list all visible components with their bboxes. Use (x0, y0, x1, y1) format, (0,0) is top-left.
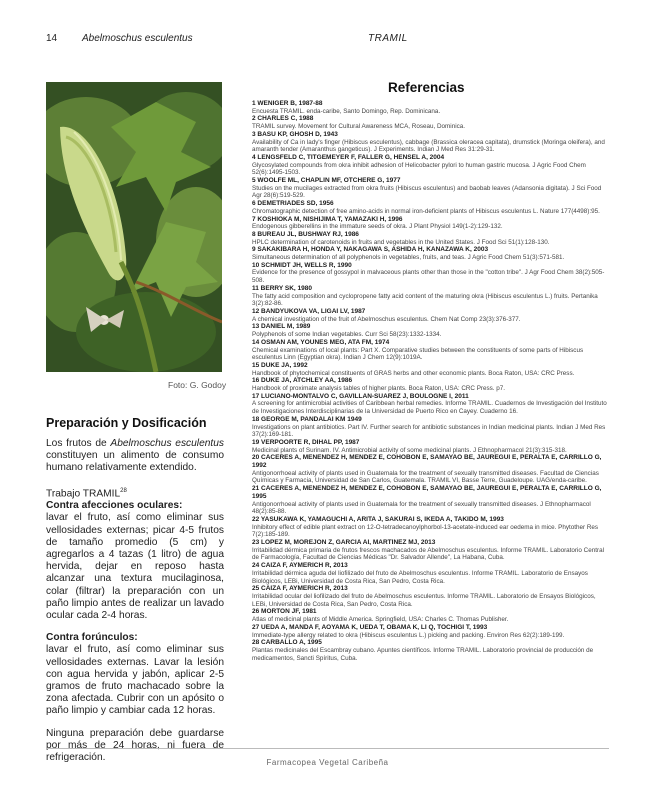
reference-authors: 17 LUCIANO-MONTALVO C, GAVILLAN-SUAREZ J, BOULOGNE I, 2011 (252, 392, 469, 400)
storage-warning: Ninguna preparación debe guardarse por más de 24 horas, ni fuera de refrigeración. (46, 727, 224, 764)
reference-item (252, 308, 612, 323)
reference-item (252, 115, 612, 130)
reference-citation: Medicinal plants of Surinam. IV. Antimicrobial activity of some medicinal plants. J Ethnopharmacol 21(3):315-318. (252, 446, 567, 454)
reference-citation: A chemical investigation of the fruit of Abelmoschus esculentus. Chem Nat Comp 23(3):376-377. (252, 315, 521, 323)
reference-citation: HPLC determination of carotenoids in fruits and vegetables in the United States. J Food Sci 51(1):128-130. (252, 238, 550, 246)
reference-authors: 16 DUKE JA, ATCHLEY AA, 1986 (252, 377, 353, 385)
reference-authors: 4 LENGSFELD C, TITGEMEYER F, FALLER G, HENSEL A, 2004 (252, 153, 445, 161)
reference-authors: 6 DEMETRIADES SD, 1956 (252, 200, 334, 208)
reference-item (252, 285, 612, 308)
reference-superscript: 28 (120, 487, 127, 494)
reference-item (252, 323, 612, 338)
reference-citation: Inhibitory effect of edible plant extract on 12-O-tetradecanoylphorbol-13-acetate-induced ear oedema in mice. Phytother Res 7(2):185-189. (252, 523, 599, 539)
reference-citation: Endogenous gibberellins in the immature seeds of okra. J Plant Physiol 149(1-2):129-132. (252, 223, 503, 231)
reference-citation: A screening for antimicrobial activities of Caribbean herbal remedies. Informe TRAMIL. Cuadernos de Investigación del Instituto de Investigaciones Interdisciplinarias de la Universidad de Puerto Rico en Cayey. Cuaderno 16. (252, 400, 607, 416)
ocular-heading: Contra afecciones oculares: (46, 500, 183, 512)
furuncle-block (46, 632, 224, 717)
preparation-intro: Los frutos de Abelmoschus esculentus constituyen un alimento de consumo humano relativamente extendido. (46, 438, 224, 474)
reference-item (252, 608, 612, 623)
reference-item (252, 100, 612, 115)
reference-item (252, 439, 612, 454)
reference-item (252, 131, 612, 154)
reference-item (252, 539, 612, 562)
preparation-heading: Preparación y Dosificación (46, 416, 207, 430)
okra-plant-image (46, 82, 222, 372)
reference-citation: Handbook of phytochemical constituents of GRAS herbs and other economic plants. Boca Raton, USA: CRC Press. (252, 369, 575, 377)
reference-item (252, 562, 612, 585)
reference-item (252, 177, 612, 200)
reference-authors: 13 DANIEL M, 1989 (252, 323, 311, 331)
reference-authors: 7 KOSHIOKA M, NISHIJIMA T, YAMAZAKI H, 1996 (252, 215, 403, 223)
reference-authors: 21 CACERES A, MENENDEZ H, MENDEZ E, COHOBON E, SAMAYAO BE, JAUREGUI E, PERALTA E, CARRILLO G, 1995 (252, 485, 602, 500)
reference-item (252, 246, 612, 261)
reference-citation: Immediate-type allergy related to okra (Hibiscus esculentus L.) picking and packing. Environ Res 62(2):189-199. (252, 631, 565, 639)
reference-citation: The fatty acid composition and cyclopropene fatty acid content of the maturing okra (Hibiscus esculentus L.) fruits. Pertanika 3(2):82-86. (252, 292, 598, 308)
reference-authors: 18 GEORGE M, PANDALAI KM 1949 (252, 415, 362, 423)
reference-item (252, 262, 612, 285)
reference-item (252, 231, 612, 246)
footer-divider (46, 748, 609, 749)
reference-authors: 15 DUKE JA, 1992 (252, 361, 308, 369)
reference-item (252, 339, 612, 362)
reference-citation: Irritabilidad ocular del liofilizado del fruto de Abelmoschus esculentus. Informe TRAMIL. Laboratorio de Ensayos Biológicos, LEBi, Universidad de Costa Rica, San Pedro, Costa Rica. (252, 593, 596, 608)
reference-citation: Chromatographic detection of free amino-acids in normal iron-deficient plants of Hibiscus esculentus L. Nature 177(4498):95. (252, 207, 600, 215)
reference-item (252, 624, 612, 639)
reference-citation: Irritabilidad dérmica primaria de frutos frescos machacados de Abelmoschus esculentus. Informe TRAMIL. Laboratorio Central de Farmacología, Facultad de Ciencias Médicas "Dr. Salvador Allende", La Habana, Cuba. (252, 546, 604, 562)
reference-citation: Availability of Ca in lady's finger (Hibiscus esculentus), cabbage (Brassica oleracea capitata), drumstick (Moringa oleifera), and amaranth tender (Amaranthus gangeticus). J Experiments. Indian J Med Res 31:29-31. (252, 138, 605, 154)
reference-authors: 5 WOOLFE ML, CHAPLIN MF, OTCHERE G, 1977 (252, 177, 401, 185)
reference-item (252, 516, 612, 539)
reference-authors: 3 BASU KP, GHOSH D, 1943 (252, 130, 338, 138)
photo-credit: Foto: G. Godoy (168, 380, 227, 390)
reference-item (252, 393, 612, 416)
reference-authors: 25 CAIZA F, AYMERICH R, 2013 (252, 585, 348, 593)
reference-item (252, 585, 612, 608)
tramil-work: Trabajo TRAMIL$^{28}$ Contra afecciones oculares: lavar el fruto, así como eliminar sus vellosidades externas; picar 4-5 frutos de tamaño promedio (5 cm) y agregarlos a 4 tazas (1 litro) de agua hervida, dejar en reposo hasta alcanzar una textura mucilaginosa, colar (filtrar) la preparación con un paño limpio antes de realizar un lavado ocular cada 2-4 horas. (46, 487, 224, 622)
reference-citation: Simultaneous determination of all polyphenols in vegetables, fruits, and teas. J Agric Food Chem 51(3):571-581. (252, 254, 565, 262)
ocular-instructions: lavar el fruto, así como eliminar sus vellosidades externas; picar 4-5 frutos de tamaño promedio (5 cm) y agregarlos a 4 tazas (1 litro) de agua hervida, dejar en reposo hasta alcanzar una textura mucilaginosa, colar (filtrar) la preparación con un paño limpio antes de realizar un lavado ocular cada 2-4 horas. (46, 512, 224, 622)
references-list (252, 100, 612, 662)
reference-citation: Irritabilidad dérmica aguda del liofilizado del fruto de Abelmoschus esculentus. Informe TRAMIL. Laboratorio de Ensayos Biológicos, LEBi, Universidad de Costa Rica, San Pedro, Costa Rica. (252, 569, 588, 585)
reference-authors: 22 YASUKAWA K, YAMAGUCHI A, ARITA J, SAKURAI S, IKEDA A, TAKIDO M, 1993 (252, 515, 504, 523)
reference-item (252, 154, 612, 177)
reference-authors: 14 OSMAN AM, YOUNES MEG, ATA FM, 1974 (252, 338, 390, 346)
reference-authors: 27 UEDA A, MANDA F, AOYAMA K, UEDA T, OBAMA K, LI Q, TOCHIGI T, 1993 (252, 623, 488, 631)
reference-authors: 20 CACERES A, MENENDEZ H, MENDEZ E, COHOBON E, SAMAYAO BE, JAUREGUI E, PERALTA E, CARRILLO G, 1992 (252, 454, 602, 470)
reference-item (252, 377, 612, 392)
okra-photo (46, 82, 222, 372)
reference-item (252, 639, 612, 662)
reference-citation: Investigations on plant antibiotics. Part IV. Further search for antibiotic substances in Indian medicinal plants. Indian J Med Res 37(2):169-181. (252, 423, 606, 439)
reference-citation: Antigonorrhoeal activity of plants used in Guatemala for the treatment of sexually transmitted diseases. J Ethnopharmacol 48(2):85-88. (252, 500, 591, 516)
reference-citation: Plantas medicinales del Escambray cubano. Apuntes científicos. Informe TRAMIL. Laboratorio provincial de producción de medicamentos, Sancti Spíritus, Cuba. (252, 646, 594, 662)
reference-citation: Chemical examinations of local plants: Part X. Comparative studies between the constituents of some parts of Hibiscus esculentus Linn (Egyptian okra). Indian J Chem 12(9):1019A. (252, 346, 584, 362)
preparation-section (46, 438, 224, 774)
reference-item (252, 216, 612, 231)
reference-citation: Antigonorrhoeal activity of plants used in Guatemala for the treatment of sexually transmitted diseases. Facultad de Ciencias Químicas y Farmacia, Universidad de San Carlos, Guatemala. TRAMIL VI, Basse Terre, Guadeloupe. UAG/enda-caribe. (252, 469, 599, 485)
reference-authors: 24 CAIZA F, AYMERICH R, 2013 (252, 562, 348, 570)
reference-item (252, 200, 612, 215)
reference-citation: Encuesta TRAMIL. enda-caribe, Santo Domingo, Rep. Dominicana. (252, 107, 441, 115)
furuncle-heading: Contra forúnculos: (46, 632, 138, 644)
footer-title: Farmacopea Vegetal Caribeña (266, 758, 389, 767)
reference-item (252, 362, 612, 377)
furuncle-instructions: lavar el fruto, así como eliminar sus vellosidades externas. Lavar la lesión con agua hervida y jabón, aplicar 2-5 gramos de fruto machacado sobre la zona afectada. Cubrir con un apósito o paño limpio y cambiar cada 12 horas. (46, 644, 224, 717)
references-heading: Referencias (388, 80, 465, 95)
reference-citation: Studies on the mucilages extracted from okra fruits (Hibiscus esculentus) and baobab leaves (Adansonia digitata). J Sci Food Agr 28(6):519-529. (252, 184, 602, 200)
reference-authors: 2 CHARLES C, 1988 (252, 115, 314, 123)
page-number: 14 (46, 33, 58, 44)
running-species-title: Abelmoschus esculentus (82, 33, 193, 44)
reference-item (252, 416, 612, 439)
reference-citation: Glycosylated compounds from okra inhibit adhesion of Helicobacter pylori to human gastric mucosa. J Agric Food Chem 52(6):1495-1503. (252, 161, 586, 177)
reference-authors: 11 BERRY SK, 1980 (252, 284, 312, 292)
reference-item (252, 485, 612, 516)
reference-item (252, 454, 612, 485)
reference-authors: 19 VERPOORTE R, DIHAL PP, 1987 (252, 438, 360, 446)
reference-citation: Evidence for the presence of gossypol in malvaceous plants other than those in the "cotton tribe". J Agr Food Chem 38(2):505-508. (252, 269, 605, 285)
reference-citation: Handbook of proximate analysis tables of higher plants. Boca Raton, USA: CRC Press. p7. (252, 385, 506, 393)
reference-authors: 1 WENIGER B, 1987-88 (252, 100, 323, 107)
reference-authors: 10 SCHMIDT JH, WELLS R, 1990 (252, 261, 352, 269)
reference-authors: 12 BANDYUKOVA VA, LIGAI LV, 1987 (252, 307, 366, 315)
reference-authors: 23 LOPEZ M, MOREJON Z, GARCIA AI, MARTINEZ MJ, 2013 (252, 539, 436, 547)
reference-authors: 26 MORTON JF, 1981 (252, 608, 317, 616)
reference-citation: Polyphenols of some Indian vegetables. Curr Sci 58(23):1332-1334. (252, 331, 442, 339)
reference-authors: 8 BUREAU JL, BUSHWAY RJ, 1986 (252, 230, 359, 238)
page-header (46, 33, 609, 47)
reference-citation: Atlas of medicinal plants of Middle America. Springfield, USA: Charles C. Thomas Publisher. (252, 616, 509, 624)
reference-authors: 28 CARBALLO A, 1995 (252, 639, 322, 647)
running-section-title: TRAMIL (368, 33, 408, 44)
species-name: Abelmoschus esculentus (110, 438, 224, 449)
reference-citation: TRAMIL survey. Movement for Cultural Awareness MCA, Roseau, Dominica. (252, 123, 466, 131)
reference-authors: 9 SAKAKIBARA H, HONDA Y, NAKAGAWA S, ASHIDA H, KANAZAWA K, 2003 (252, 246, 489, 254)
